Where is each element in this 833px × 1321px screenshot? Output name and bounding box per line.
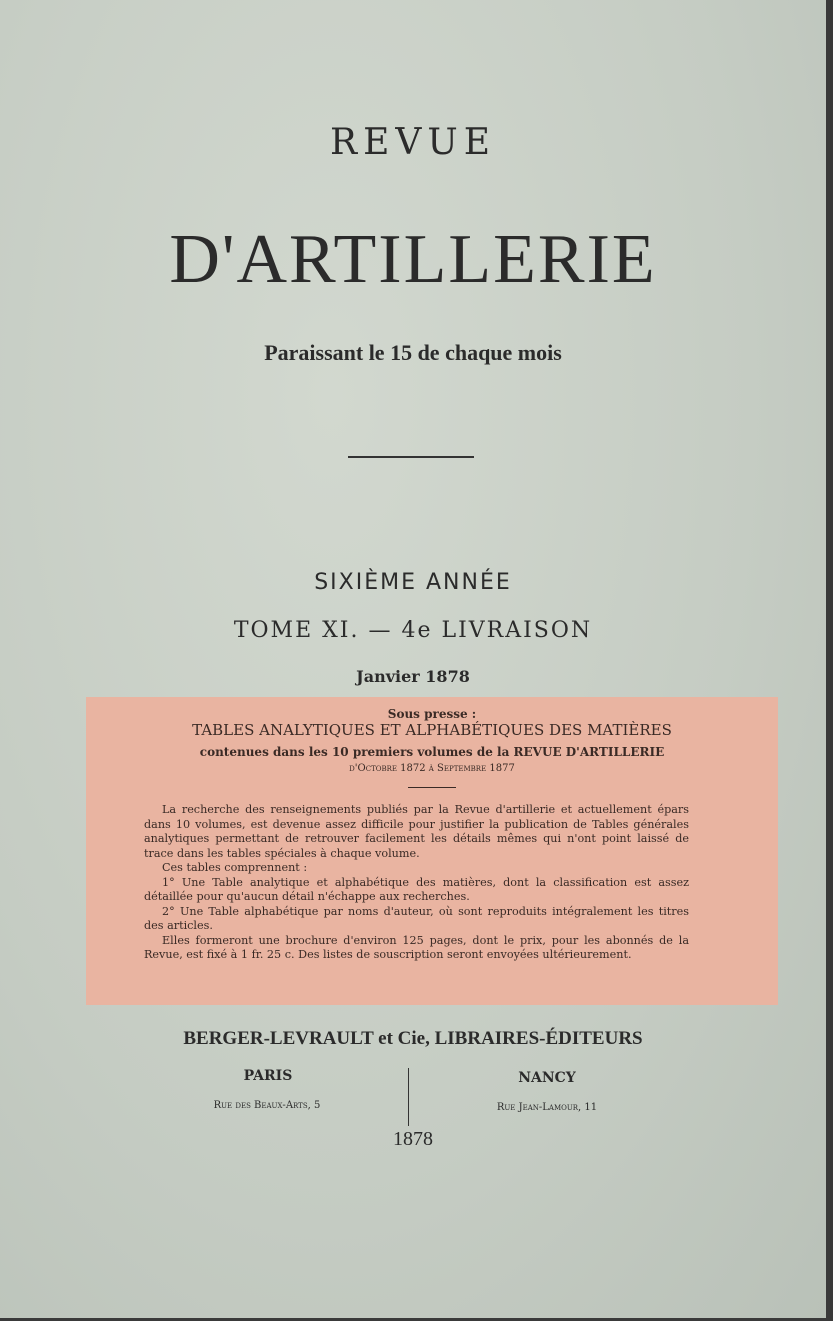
address-nancy: Rue Jean-Lamour, 11	[496, 1102, 598, 1113]
insert-paragraph: 2° Une Table alphabétique par noms d'auteur, où sont reproduits intégralement les titres des articles.	[144, 904, 689, 932]
city-nancy: NANCY	[518, 1070, 576, 1086]
insert-paragraph: Elles formeront une brochure d'environ 125 pages, dont le prix, pour les abonnés de la Revue, est fixé à 1 fr. 25 c. Des listes de souscription seront envoyées ultérieurement.	[144, 933, 689, 961]
address-paris: Rue des Beaux-Arts, 5	[213, 1100, 321, 1111]
insert-title: TABLES ANALYTIQUES ET ALPHABÉTIQUES DES MATIÈRES	[192, 721, 672, 739]
journal-title: D'ARTILLERIE	[169, 221, 657, 298]
insert-paragraph: 1° Une Table analytique et alphabétique des matières, dont la classification est assez détaillée pour qu'aucun détail n'échappe aux recherches.	[144, 875, 689, 903]
insert-presse: Sous presse :	[387, 707, 477, 721]
issue-year: SIXIÈME ANNÉE	[314, 570, 512, 595]
publisher-name: BERGER-LEVRAULT et Cie, LIBRAIRES-ÉDITEURS	[183, 1028, 643, 1049]
publication-year: 1878	[393, 1128, 433, 1150]
insert-paragraph: Ces tables comprennent :	[162, 861, 308, 874]
insert-body	[144, 803, 689, 963]
insert-subtitle: contenues dans les 10 premiers volumes de la REVUE D'ARTILLERIE	[199, 745, 665, 759]
insert-rule	[408, 787, 456, 788]
city-paris: PARIS	[243, 1068, 293, 1084]
issue-date: Janvier 1878	[356, 667, 470, 686]
issue-tome: TOME XI. — 4e LIVRAISON	[233, 618, 593, 643]
masthead-revue: REVUE	[329, 122, 496, 163]
insert-paragraph: La recherche des renseignements publiés par la Revue d'artillerie et actuellement épars dans 10 volumes, est devenue assez difficile pour justifier la publication de Tables générales analytiques permettant de retrouver facilement les détails mêmes qui n'ont point laissé de trace dans les tables spéciales à chaque volume.	[144, 803, 689, 860]
pasted-insert-label	[86, 697, 778, 1005]
ornament-divider	[348, 456, 474, 458]
divider-line	[408, 1068, 409, 1126]
insert-dates: d'Octobre 1872 à Septembre 1877	[349, 763, 515, 774]
journal-subtitle: Paraissant le 15 de chaque mois	[264, 340, 562, 365]
